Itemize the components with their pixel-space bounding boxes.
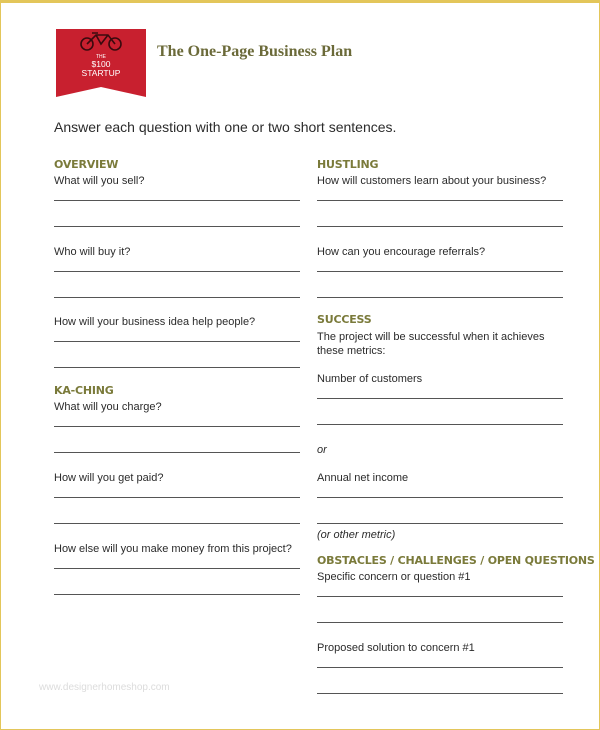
answer-line[interactable]: [317, 693, 563, 694]
answer-line[interactable]: [54, 271, 300, 272]
question-referrals: How can you encourage referrals?: [317, 246, 486, 258]
answer-line[interactable]: [317, 497, 563, 498]
question-specific-concern: Specific concern or question #1: [317, 571, 471, 583]
logo-the-text: THE: [96, 54, 106, 60]
answer-line[interactable]: [317, 398, 563, 399]
success-description-line1: The project will be successful when it achieves: [317, 331, 545, 343]
hustling-heading: HUSTLING: [317, 158, 379, 171]
other-metric-label: (or other metric): [317, 529, 396, 541]
answer-line[interactable]: [54, 297, 300, 298]
question-proposed-solution: Proposed solution to concern #1: [317, 642, 475, 654]
question-what-charge: What will you charge?: [54, 401, 162, 413]
answer-line[interactable]: [54, 497, 300, 498]
question-customers-learn: How will customers learn about your business?: [317, 175, 547, 187]
success-description-line2: these metrics:: [317, 345, 386, 357]
question-get-paid: How will you get paid?: [54, 472, 164, 484]
answer-line[interactable]: [317, 226, 563, 227]
answer-line[interactable]: [317, 667, 563, 668]
kaching-heading: KA-CHING: [54, 384, 114, 397]
answer-line[interactable]: [317, 297, 563, 298]
question-what-sell: What will you sell?: [54, 175, 145, 187]
page-title: The One-Page Business Plan: [157, 43, 353, 60]
answer-line[interactable]: [317, 271, 563, 272]
answer-line[interactable]: [54, 452, 300, 453]
startup-logo-banner: [56, 29, 146, 97]
answer-line[interactable]: [317, 523, 563, 524]
answer-line[interactable]: [317, 200, 563, 201]
answer-line[interactable]: [317, 424, 563, 425]
answer-line[interactable]: [54, 226, 300, 227]
or-label: or: [317, 444, 327, 456]
answer-line[interactable]: [54, 426, 300, 427]
answer-line[interactable]: [54, 523, 300, 524]
question-who-buy: Who will buy it?: [54, 246, 131, 258]
answer-line[interactable]: [317, 596, 563, 597]
answer-line[interactable]: [317, 622, 563, 623]
question-make-money: How else will you make money from this project?: [54, 543, 292, 555]
answer-line[interactable]: [54, 594, 300, 595]
metric-number-customers: Number of customers: [317, 373, 423, 385]
watermark-text: www.designerhomeshop.com: [39, 682, 170, 693]
answer-line[interactable]: [54, 367, 300, 368]
logo-amount-text: $100: [91, 59, 111, 69]
overview-heading: OVERVIEW: [54, 158, 119, 171]
metric-annual-income: Annual net income: [317, 472, 409, 484]
obstacles-heading: OBSTACLES / CHALLENGES / OPEN QUESTIONS: [317, 554, 595, 567]
question-how-help: How will your business idea help people?: [54, 316, 256, 328]
intro-instructions: Answer each question with one or two short sentences.: [54, 119, 397, 135]
answer-line[interactable]: [54, 200, 300, 201]
logo-startup-text: STARTUP: [81, 68, 121, 78]
success-heading: SUCCESS: [317, 313, 372, 326]
answer-line[interactable]: [54, 341, 300, 342]
answer-line[interactable]: [54, 568, 300, 569]
